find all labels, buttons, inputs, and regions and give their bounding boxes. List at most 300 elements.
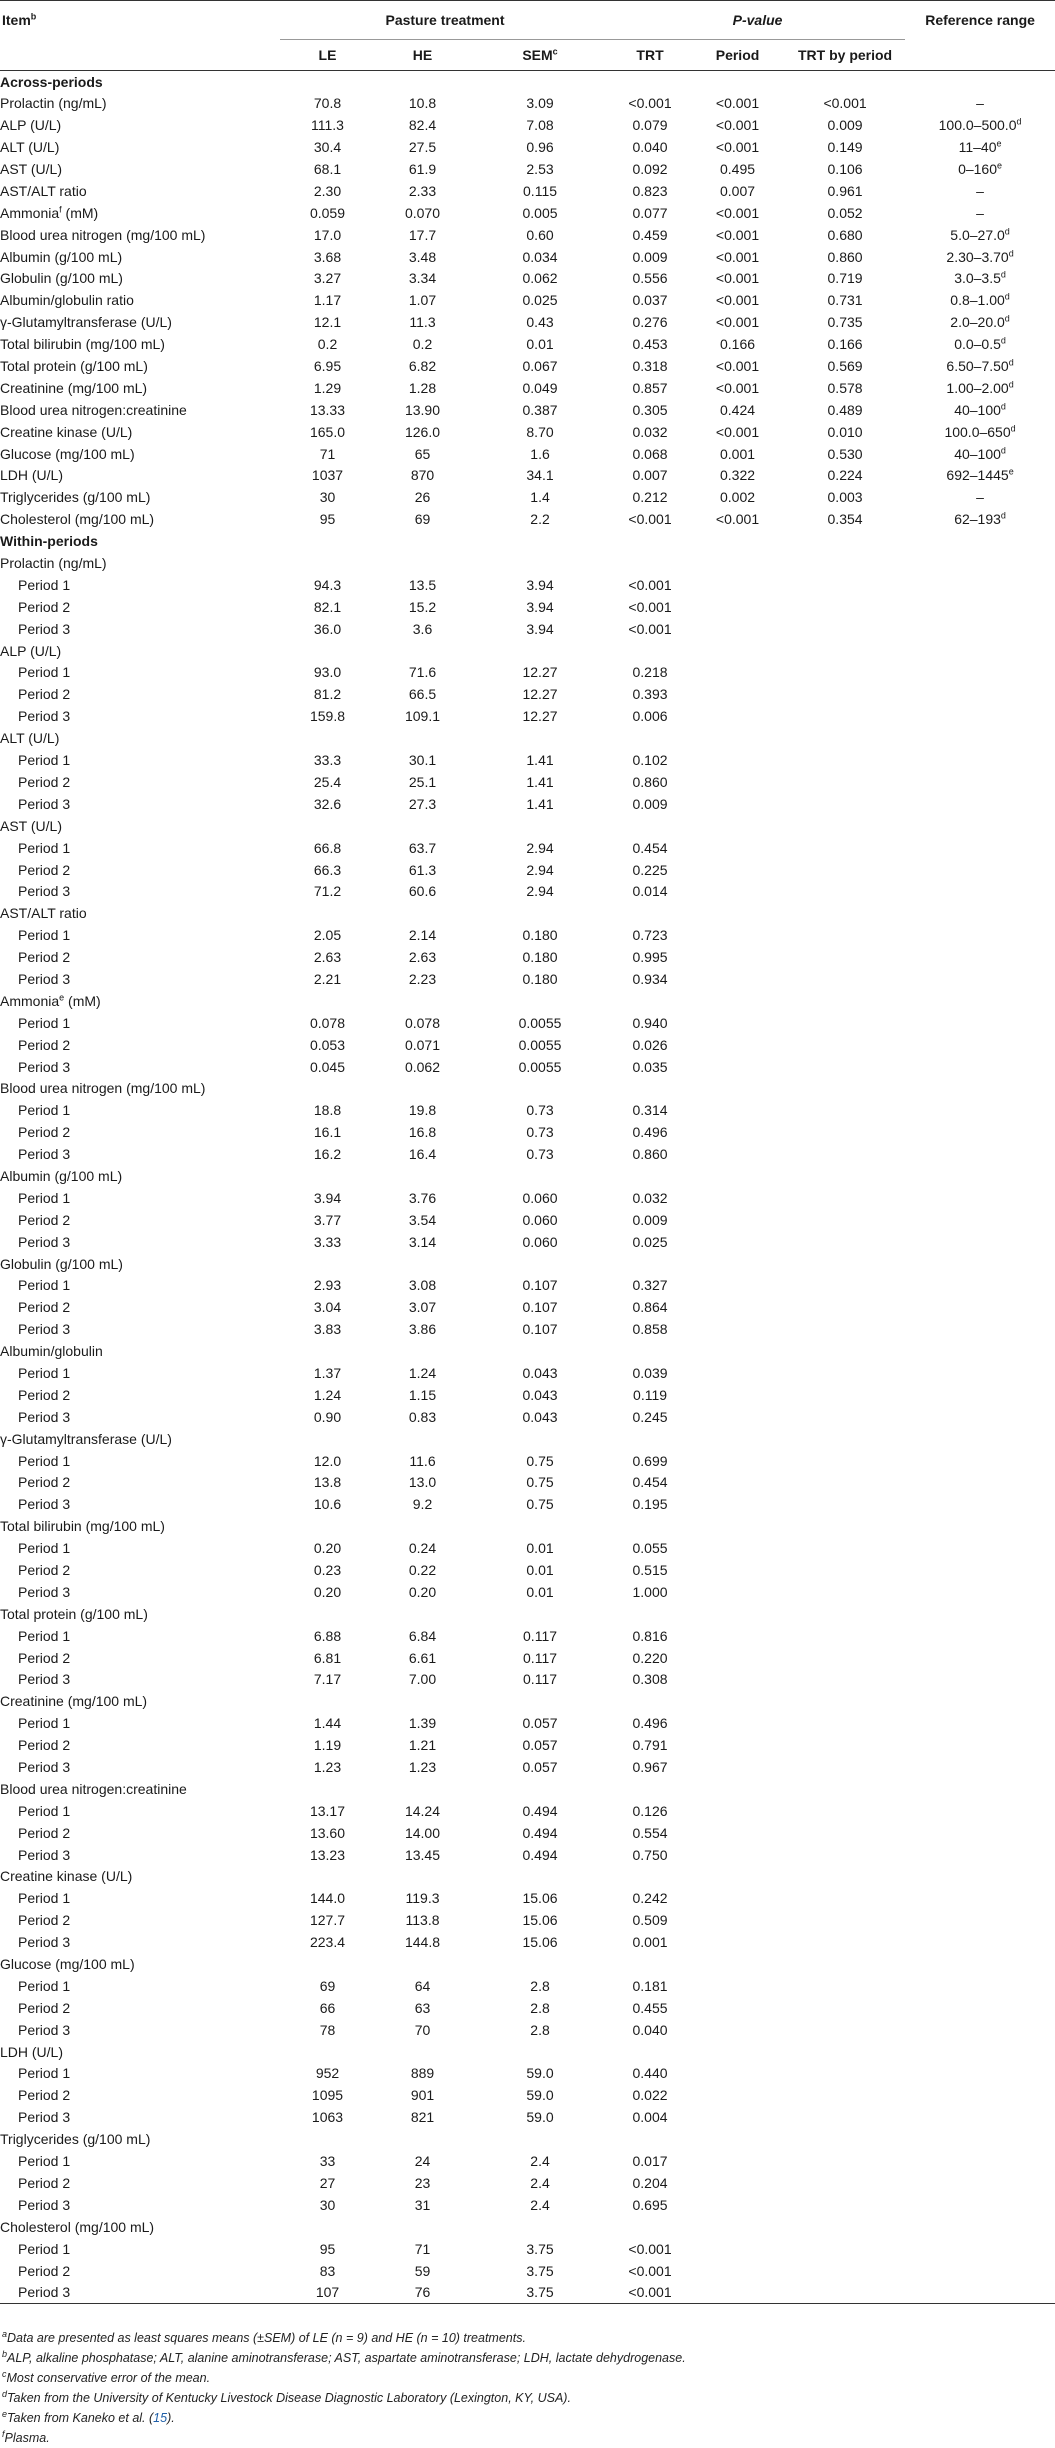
he-value: 0.22	[408, 1562, 437, 1578]
he-value: 82.4	[408, 117, 437, 134]
table-row	[0, 421, 1055, 443]
le-value: 95	[319, 2240, 336, 2257]
empty-cell	[785, 1450, 905, 1472]
empty-cell	[905, 1975, 1055, 1997]
empty-cell	[905, 1231, 1055, 1253]
period-label: Period 2	[18, 598, 71, 615]
trt-pvalue: 0.308	[632, 1671, 668, 1688]
le-value: 69	[319, 1977, 336, 1994]
group-row	[0, 1778, 1055, 1800]
period-label: Period 1	[18, 2240, 71, 2257]
empty-cell	[785, 880, 905, 902]
he-value: 109.1	[404, 708, 441, 725]
le-value: 2.93	[313, 1277, 342, 1294]
he-value: 1.39	[408, 1715, 437, 1732]
trt-pvalue: 0.032	[632, 1189, 668, 1206]
sem-value: 1.6	[530, 445, 550, 462]
he-value: 1.07	[408, 292, 437, 309]
he-value: 23	[414, 2174, 431, 2191]
sem-value: 59.0	[526, 2109, 554, 2126]
le-value: 71.2	[313, 883, 342, 900]
period-pvalue: <0.001	[715, 358, 760, 375]
trt-pvalue: <0.001	[628, 598, 672, 615]
sem-value: 0.75	[526, 1452, 554, 1469]
trt-by-period-pvalue: <0.001	[823, 95, 867, 112]
reference-link[interactable]: 15	[153, 2411, 168, 2425]
sem-value: 0.067	[522, 358, 558, 375]
ref-text: 0.8–1.00	[950, 292, 1005, 309]
empty-cell	[785, 2106, 905, 2128]
footnote	[2, 2328, 1052, 2348]
he-value: 71	[414, 2240, 431, 2257]
trt-pvalue: 0.068	[632, 445, 668, 462]
empty-cell	[905, 837, 1055, 859]
empty-cell	[905, 749, 1055, 771]
he-value: 61.3	[408, 861, 437, 878]
period-label: Period 1	[18, 1102, 71, 1119]
table-row	[0, 1909, 1055, 1931]
le-value: 83	[319, 2262, 336, 2279]
header-pasture-treatment: Pasture treatment	[280, 1, 610, 40]
empty-cell	[905, 1472, 1055, 1494]
sem-value: 0.43	[526, 314, 554, 331]
table-row	[0, 1844, 1055, 1866]
table-row	[0, 1187, 1055, 1209]
he-value: 0.062	[404, 1058, 441, 1075]
group-row	[0, 1603, 1055, 1625]
period-label: Period 3	[18, 1583, 71, 1600]
empty-cell	[905, 880, 1055, 902]
header-blank-ref	[905, 40, 1055, 71]
le-value: 13.23	[309, 1846, 346, 1863]
table-row	[0, 2238, 1055, 2260]
period-label: Period 2	[18, 2174, 71, 2191]
sem-value: 0.117	[523, 1627, 558, 1644]
item-text: ALP (U/L)	[0, 117, 62, 134]
footnote-mark: a	[2, 2328, 8, 2339]
reference-range-value	[905, 486, 1055, 508]
empty-cell	[785, 2063, 905, 2085]
he-value: 901	[410, 2087, 435, 2104]
sem-value: 59.0	[526, 2065, 554, 2082]
empty-cell	[905, 946, 1055, 968]
empty-cell	[905, 1274, 1055, 1296]
item-text: Cholesterol (mg/100 mL)	[0, 511, 155, 528]
trt-pvalue: 0.750	[632, 1846, 668, 1863]
sem-value: 2.94	[526, 883, 554, 900]
empty-cell	[785, 1034, 905, 1056]
sem-value: 15.06	[522, 1912, 558, 1929]
group-row	[0, 1077, 1055, 1099]
he-value: 13.0	[408, 1474, 437, 1491]
empty-cell	[785, 749, 905, 771]
ref-footnote-mark: e	[997, 160, 1003, 171]
reference-range-value	[905, 180, 1055, 202]
empty-cell	[690, 1734, 785, 1756]
trt-pvalue: 0.079	[632, 117, 668, 134]
trt-pvalue: 0.092	[632, 161, 668, 177]
ref-text: 692–1445	[946, 467, 1009, 484]
table-row	[0, 1318, 1055, 1340]
sem-value: 2.4	[530, 2174, 550, 2191]
sem-value: 3.94	[526, 598, 554, 615]
sem-value: 0.73	[526, 1146, 554, 1163]
trt-pvalue: 0.035	[632, 1058, 668, 1075]
he-value: 61.9	[408, 161, 437, 177]
sem-value: 0.01	[526, 1583, 554, 1600]
header-he: HE	[412, 47, 433, 63]
trt-pvalue: 0.860	[632, 773, 668, 790]
sem-value: 0.387	[522, 401, 558, 418]
sem-value: 2.8	[530, 2021, 550, 2038]
trt-pvalue: 0.212	[632, 489, 668, 506]
reference-range-value	[905, 508, 1055, 530]
he-value: 3.6	[412, 620, 433, 637]
empty-cell	[905, 1056, 1055, 1078]
group-label	[0, 1428, 1055, 1450]
item-text: LDH (U/L)	[0, 467, 64, 484]
period-pvalue: <0.001	[715, 292, 760, 309]
le-value: 1.19	[313, 1737, 342, 1754]
table-row	[0, 1800, 1055, 1822]
ref-footnote-mark: d	[1000, 401, 1006, 412]
empty-cell	[905, 1121, 1055, 1143]
period-label: Period 1	[18, 1277, 71, 1294]
group-text-after: (mM)	[64, 992, 101, 1009]
le-value: 10.6	[313, 1496, 342, 1513]
empty-cell	[690, 683, 785, 705]
le-value: 2.21	[313, 970, 342, 987]
sem-value: 15.06	[522, 1890, 558, 1907]
empty-cell	[905, 2150, 1055, 2172]
empty-cell	[690, 1581, 785, 1603]
footnotes	[2, 2328, 1052, 2448]
period-pvalue: <0.001	[715, 139, 760, 156]
he-value: 13.90	[404, 401, 441, 418]
period-pvalue: 0.001	[720, 445, 756, 462]
empty-cell	[785, 2084, 905, 2106]
table-row	[0, 1056, 1055, 1078]
item-text: Blood urea nitrogen:creatinine	[0, 401, 187, 418]
empty-cell	[690, 1887, 785, 1909]
period-label: Period 2	[18, 1299, 71, 1316]
he-value: 3.76	[408, 1189, 437, 1206]
le-value: 223.4	[309, 1934, 346, 1951]
group-row	[0, 1428, 1055, 1450]
item-text: Blood urea nitrogen (mg/100 mL)	[0, 226, 206, 243]
empty-cell	[690, 1472, 785, 1494]
empty-cell	[785, 771, 905, 793]
group-label	[0, 1515, 1055, 1537]
empty-cell	[690, 705, 785, 727]
item-text: Creatinine (mg/100 mL)	[0, 379, 148, 396]
period-label: Period 1	[18, 2153, 71, 2170]
group-row	[0, 815, 1055, 837]
trt-pvalue: 0.181	[632, 1977, 668, 1994]
period-label: Period 1	[18, 839, 71, 856]
he-value: 0.83	[408, 1408, 437, 1425]
empty-cell	[905, 1559, 1055, 1581]
table-row	[0, 246, 1055, 268]
empty-cell	[785, 1012, 905, 1034]
reference-range-value	[905, 268, 1055, 290]
trt-pvalue: 0.967	[632, 1759, 668, 1776]
le-value: 1063	[311, 2109, 344, 2126]
ref-footnote-mark: e	[1008, 466, 1014, 477]
group-label	[0, 1866, 1055, 1888]
period-pvalue: 0.424	[720, 401, 756, 418]
item-text: Triglycerides (g/100 mL)	[0, 489, 151, 506]
empty-cell	[785, 618, 905, 640]
he-value: 70	[414, 2021, 431, 2038]
le-value: 111.3	[311, 117, 344, 134]
period-label: Period 1	[18, 1364, 71, 1381]
trt-pvalue: 0.225	[632, 861, 668, 878]
trt-pvalue: <0.001	[610, 2281, 690, 2303]
empty-cell	[785, 2281, 905, 2303]
he-value: 0.078	[404, 1014, 441, 1031]
empty-cell	[785, 1209, 905, 1231]
period-label: Period 2	[18, 861, 71, 878]
le-value: 82.1	[313, 598, 342, 615]
trt-pvalue: 0.001	[632, 1934, 668, 1951]
empty-cell	[905, 1669, 1055, 1691]
he-value: 63.7	[408, 839, 437, 856]
he-value: 14.00	[404, 1824, 441, 1841]
period-label: Period 2	[18, 773, 71, 790]
empty-cell	[785, 1143, 905, 1165]
he-value: 19.8	[408, 1102, 437, 1119]
trt-by-period-pvalue: 0.106	[827, 161, 863, 177]
he-value: 71.6	[408, 664, 437, 681]
trt-pvalue: 0.006	[632, 708, 668, 725]
sem-value: 2.2	[530, 511, 550, 528]
item-label	[0, 202, 280, 224]
footnote-mark: d	[2, 2388, 8, 2399]
sem-value: 0.060	[522, 1233, 558, 1250]
he-value: 2.23	[408, 970, 437, 987]
period-pvalue: <0.001	[715, 423, 760, 440]
group-row	[0, 1690, 1055, 1712]
empty-cell	[785, 1384, 905, 1406]
sem-value: 3.75	[526, 2240, 554, 2257]
group-text: Blood urea nitrogen (mg/100 mL)	[0, 1080, 206, 1097]
le-value: 0.059	[309, 204, 346, 221]
table-row	[0, 1822, 1055, 1844]
he-value: 870	[410, 467, 435, 484]
trt-pvalue: 0.699	[632, 1452, 668, 1469]
trt-pvalue: 0.515	[632, 1562, 668, 1578]
table-row	[0, 1472, 1055, 1494]
le-value: 13.60	[309, 1824, 346, 1841]
sem-value: 0.057	[522, 1715, 558, 1732]
he-value: 10.8	[408, 95, 437, 112]
le-value: 27	[319, 2174, 336, 2191]
le-value: 13.8	[313, 1474, 342, 1491]
trt-by-period-pvalue: 0.719	[827, 270, 863, 287]
table-body	[0, 71, 1055, 2304]
group-row	[0, 990, 1055, 1012]
ref-text: 5.0–27.0	[950, 226, 1005, 243]
le-value: 1.37	[313, 1364, 342, 1381]
le-value: 71	[319, 445, 336, 462]
empty-cell	[690, 2106, 785, 2128]
sem-value: 3.75	[470, 2281, 610, 2303]
empty-cell	[690, 2194, 785, 2216]
table-row	[0, 1887, 1055, 1909]
item-text: AST/ALT ratio	[0, 182, 87, 199]
empty-cell	[690, 1406, 785, 1428]
empty-cell	[690, 880, 785, 902]
he-value: 2.63	[408, 949, 437, 966]
period-label: Period 1	[18, 1627, 71, 1644]
period-label: Period 3	[18, 795, 71, 812]
period-label: Period 1	[18, 1890, 71, 1907]
empty-cell	[690, 793, 785, 815]
group-row	[0, 1866, 1055, 1888]
item-label	[0, 355, 280, 377]
sem-value: 0.057	[522, 1737, 558, 1754]
empty-cell	[905, 859, 1055, 881]
trt-pvalue: 0.245	[632, 1408, 668, 1425]
le-value: 1.17	[313, 292, 342, 309]
le-value: 66.8	[313, 839, 342, 856]
group-text: Creatinine (mg/100 mL)	[0, 1693, 148, 1710]
table-row	[0, 114, 1055, 136]
table-row	[0, 1756, 1055, 1778]
reference-range-value	[905, 289, 1055, 311]
empty-cell	[905, 596, 1055, 618]
header-reference-range: Reference range	[925, 12, 1035, 29]
empty-cell	[785, 1362, 905, 1384]
sem-value: 0.025	[522, 292, 558, 309]
sem-value: 15.06	[522, 1934, 558, 1951]
empty-cell	[690, 1559, 785, 1581]
trt-pvalue: 0.823	[632, 182, 668, 199]
he-value: 17.7	[408, 226, 437, 243]
period-label: Period 3	[18, 1058, 71, 1075]
empty-cell	[690, 1647, 785, 1669]
period-label: Period 2	[18, 1474, 71, 1491]
trt-pvalue: 0.009	[632, 795, 668, 812]
period-label: Period 2	[18, 1124, 71, 1141]
ref-text: 100.0–500.0	[938, 117, 1017, 134]
empty-cell	[690, 1296, 785, 1318]
period-pvalue: 0.166	[720, 336, 756, 353]
table-row	[0, 2063, 1055, 2085]
empty-cell	[905, 1209, 1055, 1231]
sem-value: 0.115	[523, 182, 558, 199]
reference-range-value	[905, 136, 1055, 158]
table-row	[0, 311, 1055, 333]
le-value: 17.0	[313, 226, 342, 243]
item-text: Ammonia	[0, 204, 60, 221]
le-value: 1037	[311, 467, 344, 484]
sem-value: 1.41	[526, 752, 554, 769]
le-value: 107	[280, 2281, 375, 2303]
group-text: Ammonia	[0, 992, 60, 1009]
header-row-2	[0, 40, 1055, 71]
empty-cell	[690, 859, 785, 881]
period-label: Period 3	[18, 2196, 71, 2213]
le-value: 12.0	[313, 1452, 342, 1469]
item-text: AST (U/L)	[0, 161, 62, 177]
le-value: 13.17	[309, 1802, 346, 1819]
sem-value: 0.75	[526, 1496, 554, 1513]
le-value: 36.0	[313, 620, 342, 637]
trt-pvalue: 0.455	[632, 1999, 668, 2016]
reference-range-value	[905, 421, 1055, 443]
he-value: 16.4	[408, 1146, 437, 1163]
empty-cell	[690, 1975, 785, 1997]
empty-cell	[785, 1121, 905, 1143]
trt-pvalue: 0.314	[632, 1102, 668, 1119]
table-row	[0, 1274, 1055, 1296]
empty-cell	[905, 1187, 1055, 1209]
item-text: Albumin/globulin ratio	[0, 292, 134, 309]
sem-value: 0.049	[522, 379, 558, 396]
empty-cell	[905, 2260, 1055, 2282]
item-label	[0, 158, 280, 180]
group-text: Albumin (g/100 mL)	[0, 1167, 123, 1184]
trt-pvalue: 0.218	[632, 664, 668, 681]
empty-cell	[785, 1581, 905, 1603]
table-row	[0, 793, 1055, 815]
footnote	[2, 2348, 1052, 2368]
group-label	[0, 2216, 1055, 2238]
he-value: 27.5	[408, 139, 437, 156]
group-label	[0, 1253, 1055, 1275]
group-row	[0, 2216, 1055, 2238]
he-value: 3.86	[408, 1321, 437, 1338]
sem-value: 0.057	[522, 1759, 558, 1776]
empty-cell	[905, 1296, 1055, 1318]
he-value: 7.00	[408, 1671, 437, 1688]
group-row	[0, 552, 1055, 574]
item-text: ALT (U/L)	[0, 139, 60, 156]
group-label	[0, 1340, 1055, 1362]
ref-footnote-mark: d	[1000, 269, 1006, 280]
period-pvalue: 0.322	[720, 467, 756, 484]
trt-pvalue: 0.496	[632, 1124, 668, 1141]
empty-cell	[690, 1121, 785, 1143]
table-row	[0, 1450, 1055, 1472]
header-item: Item$^b$	[2, 11, 37, 29]
table-row	[0, 1143, 1055, 1165]
empty-cell	[905, 1143, 1055, 1165]
empty-cell	[785, 1844, 905, 1866]
item-text: Globulin (g/100 mL)	[0, 270, 123, 287]
sem-value: 3.94	[526, 576, 554, 593]
he-value: 0.20	[408, 1583, 437, 1600]
group-text: AST (U/L)	[0, 817, 62, 834]
section-title: Within-periods	[0, 533, 98, 550]
group-label	[0, 990, 1055, 1012]
empty-cell	[905, 1625, 1055, 1647]
table-row	[0, 1099, 1055, 1121]
le-value: 2.63	[313, 949, 342, 966]
he-value: 2.14	[408, 927, 437, 944]
period-label: Period 3	[18, 1321, 71, 1338]
empty-cell	[905, 2194, 1055, 2216]
le-value: 13.33	[309, 401, 346, 418]
sem-value: 0.062	[522, 270, 558, 287]
empty-cell	[785, 596, 905, 618]
le-value: 3.04	[313, 1299, 342, 1316]
le-value: 0.20	[313, 1583, 342, 1600]
le-value: 25.4	[313, 773, 342, 790]
sem-value: 0.180	[522, 927, 558, 944]
